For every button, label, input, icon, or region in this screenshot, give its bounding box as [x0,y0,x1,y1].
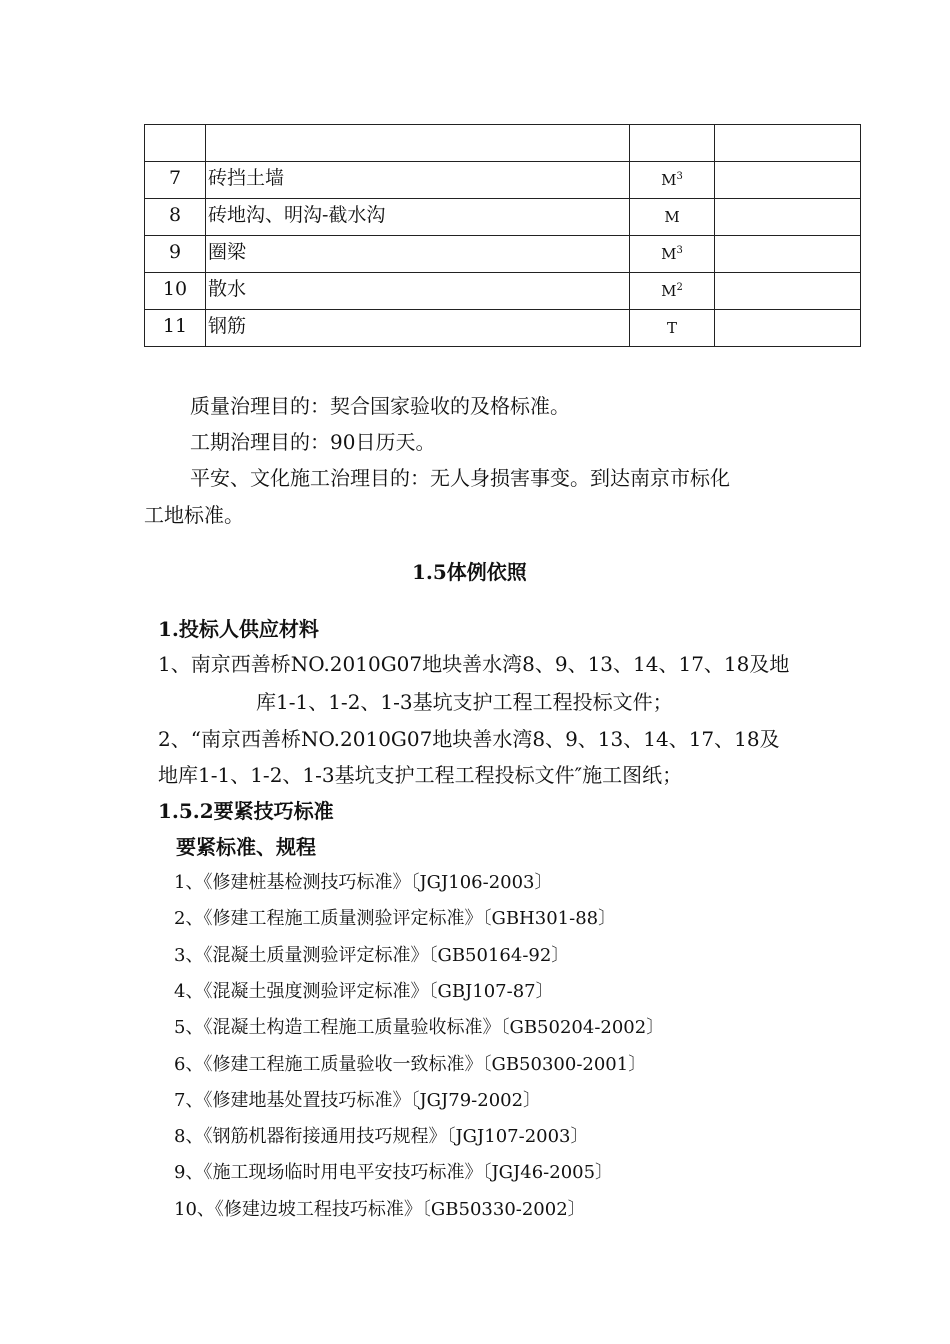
item-name-cell: 砖挡土墙 [206,162,630,199]
unit-exponent: 2 [676,282,683,293]
safety-goal-line1: 平安、文化施工治理目的：无人身损害事变。到达南京市标化 [190,466,730,490]
table-row [145,236,861,273]
standard-item: 3、《混凝土质量测验评定标准》〔GB50164-92〕 [174,944,570,966]
subsection-bidder-materials: 1.投标人供应材料 [158,617,319,641]
row-number-cell: 11 [145,310,206,347]
unit-cell [630,125,715,162]
row-number-cell: 10 [145,273,206,310]
row-number-cell [145,125,206,162]
standard-item: 5、《混凝土构造工程施工质量验收标准》〔GB50204-2002〕 [174,1017,665,1039]
unit-exponent: 3 [676,245,683,256]
standard-item: 2、《修建工程施工质量测验评定标准》〔GBH301-88〕 [174,908,617,930]
standard-item: 7、《修建地基处置技巧标准》〔JGJ79-2002〕 [174,1089,542,1111]
standard-item: 1、《修建桩基检测技巧标准》〔JGJ106-2003〕 [174,872,553,893]
table-row [145,125,861,162]
table-row [145,199,861,236]
subsection-technical-standards: 1.5.2要紧技巧标准 [158,799,334,823]
unit-symbol: T [666,319,677,337]
quantity-cell [715,310,861,347]
unit-symbol: M [661,171,677,189]
row-number-cell: 8 [145,199,206,236]
quantity-cell [715,273,861,310]
section-title: 1.5体例依照 [412,560,527,584]
unit-cell [630,162,715,199]
row-number-cell: 9 [145,236,206,273]
unit-symbol: M [661,282,677,300]
quantity-cell [715,125,861,162]
unit-cell [630,199,715,236]
standard-item: 4、《混凝土强度测验评定标准》〔GBJ107-87〕 [174,980,554,1002]
quality-goal: 质量治理目的：契合国家验收的及格标准。 [190,394,570,418]
standard-item: 6、《修建工程施工质量验收一致标准》〔GB50300-2001〕 [174,1053,647,1075]
standard-item: 9、《施工现场临时用电平安技巧标准》〔JGJ46-2005〕 [174,1162,614,1184]
standard-item: 10、《修建边坡工程技巧标准》〔GB50330-2002〕 [174,1198,586,1220]
unit-symbol: M [664,208,680,226]
unit-cell [630,236,715,273]
unit-cell [630,273,715,310]
unit-exponent: 3 [676,171,683,182]
table-row [145,162,861,199]
unit-cell [630,310,715,347]
material-item-1-line1: 1、南京西善桥NO.2010G07地块善水湾8、9、13、14、17、18及地 [158,652,790,676]
unit-symbol: M [661,245,677,263]
material-item-1-line2: 库1-1、1-2、1-3基坑支护工程工程投标文件； [256,690,673,714]
item-name-cell [206,125,630,162]
quantity-table [144,124,861,347]
quantity-cell [715,236,861,273]
row-number-cell: 7 [145,162,206,199]
material-item-2-line2: 地库1-1、1-2、1-3基坑支护工程工程投标文件″施工图纸； [158,763,683,787]
quantity-cell [715,162,861,199]
subsection-standards-regulations: 要紧标准、规程 [176,835,316,859]
quantity-cell [715,199,861,236]
material-item-2-line1: 2、“南京西善桥NO.2010G07地块善水湾8、9、13、14、17、18及 [158,727,780,751]
item-name-cell: 圈梁 [206,236,630,273]
safety-goal-line2: 工地标准。 [144,503,244,527]
table-row [145,273,861,310]
standard-item: 8、《钢筋机器衔接通用技巧规程》〔JGJ107-2003〕 [174,1126,589,1148]
item-name-cell: 散水 [206,273,630,310]
schedule-goal: 工期治理目的：90日历天。 [190,430,436,454]
item-name-cell: 砖地沟、明沟-截水沟 [206,199,630,236]
item-name-cell: 钢筋 [206,310,630,347]
table-row [145,310,861,347]
